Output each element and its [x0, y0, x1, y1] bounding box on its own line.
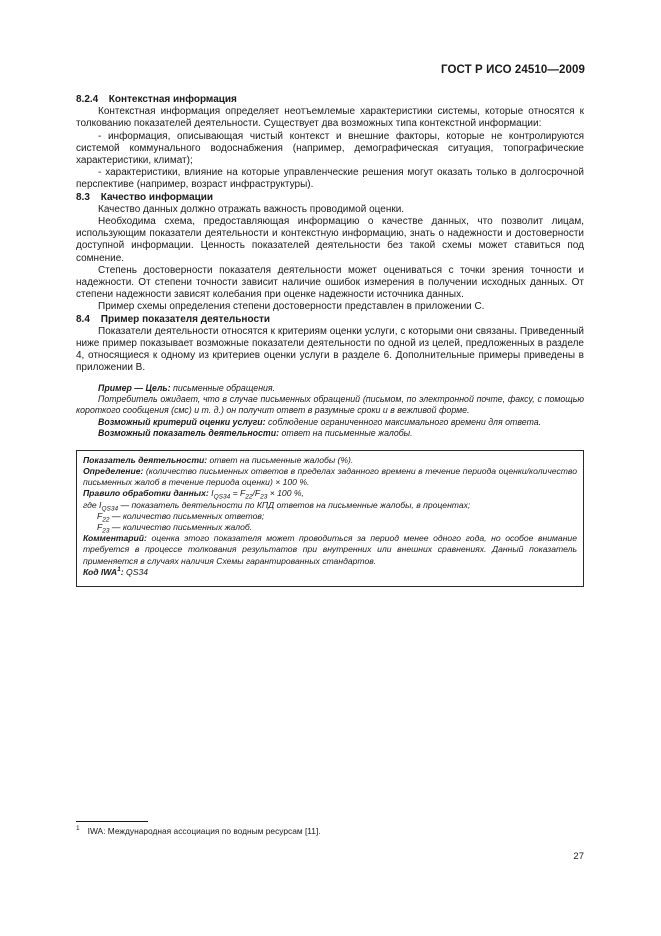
example-block [76, 383, 584, 440]
box-rule: Правило обработки данных: $I_{QS34} = F_{22}/F_{23} \times 100$ %, [83, 488, 304, 502]
footnote-mark: 1 [76, 825, 80, 833]
box-f22: $F_{22}$ — количество письменных ответов; [97, 510, 265, 524]
section-title: Качество информации [100, 191, 214, 203]
example-expectation: Потребитель ожидает, что в случае письменных обращений (письмом, по электронной почте, факсу, с помощью короткого сообщения (смс) и т. д.) он получит ответ в разумные сроки и в вежливой форме. [76, 394, 584, 416]
section-number: 8.2.4 [76, 94, 99, 105]
box-code: Код IWA$^1$: QS34 [83, 565, 149, 577]
example-criterion: Возможный критерий оценки услуги: соблюдение ограниченного максимального времени для ответа. [98, 416, 542, 427]
box-comment: Комментарий: оценка этого показателя может проводиться за период менее одного года, но особое внимание требуется в процессе толкования результатов при внутренних или внешних сравнениях. Данный показатель применяется в случаях наличия Схемы гарантированных стандартов. [83, 533, 577, 566]
section-heading-8-2-4 [76, 94, 584, 106]
list-item: - информация, описывающая чистый контекст и внешние факторы, которые не контролируются системой коммунального водоснабжения (например, демографическая ситуация, топографические характеристики, климат); [76, 130, 584, 167]
page-number: 27 [573, 851, 584, 862]
paragraph: Качество данных должно отражать важность проводимой оценки. [98, 203, 405, 215]
paragraph: Показатели деятельности относятся к критериям оценки услуги, с которыми они связаны. Приведенный ниже пример показывает возможные показатели деятельности по одной из целей, предложенных в разделе 4, относящиеся к одному из критериев оценки услуги в разделе 6. Дополнительные примеры приведены в приложении В. [76, 325, 584, 374]
example-indicator: Возможный показатель деятельности: ответ на письменные жалобы. [98, 428, 413, 439]
paragraph: Необходима схема, предоставляющая информацию о качестве данных, что позволит лицам, использующим показатели деятельности и контекстную информацию, знать о надежности и достоверности доступной информации. Ценность показателей деятельности без такой схемы может ставиться под сомнение. [76, 216, 584, 264]
section-title: Пример показателя деятельности [100, 313, 271, 325]
indicator-box [76, 450, 584, 587]
paragraph: Степень достоверности показателя деятельности может оцениваться с точки зрения точности и надежности. От степени точности зависит наличие ошибок измерения в получении исходных данных. От степени надежности зависят колебания при оценке надежности источника данных. [76, 264, 584, 301]
box-indicator: Показатель деятельности: ответ на письменные жалобы (%). [83, 454, 354, 465]
section-title: Контекстная информация [108, 94, 237, 105]
example-goal: Пример — Цель: письменные обращения. [98, 382, 276, 393]
document-header: ГОСТ Р ИСО 24510—2009 [440, 64, 585, 76]
box-where: где $I_{QS34}$ — показатель деятельности по КПД ответов на письменные жалобы, в процентах; [83, 499, 471, 513]
paragraph: Пример схемы определения степени достоверности представлен в приложении С. [98, 301, 485, 313]
page-content [76, 94, 584, 587]
footnote [76, 826, 321, 837]
section-heading-8-3 [76, 192, 584, 204]
section-heading-8-4 [76, 314, 584, 326]
section-number: 8.4 [76, 313, 90, 325]
paragraph: Контекстная информация определяет неотъемлемые характеристики системы, которые относятся к толкованию показателей деятельности. Существует два возможных типа контекстной информации: [76, 106, 584, 130]
section-number: 8.3 [76, 191, 90, 203]
footnote-text: IWA: Международная ассоциация по водным ресурсам [11]. [87, 826, 321, 836]
box-f23: $F_{23}$ — количество письменных жалоб. [97, 521, 253, 535]
footnote-divider [76, 821, 148, 822]
list-item: - характеристики, влияние на которые управленческие решения могут оказать только в долгосрочной перспективе (например, возраст инфраструктуры). [76, 167, 584, 191]
box-definition: Определение: (количество письменных ответов в пределах заданного времени в течение периода оценки/количество письменных жалоб в течение периода оценки) × 100 %. [83, 465, 577, 488]
